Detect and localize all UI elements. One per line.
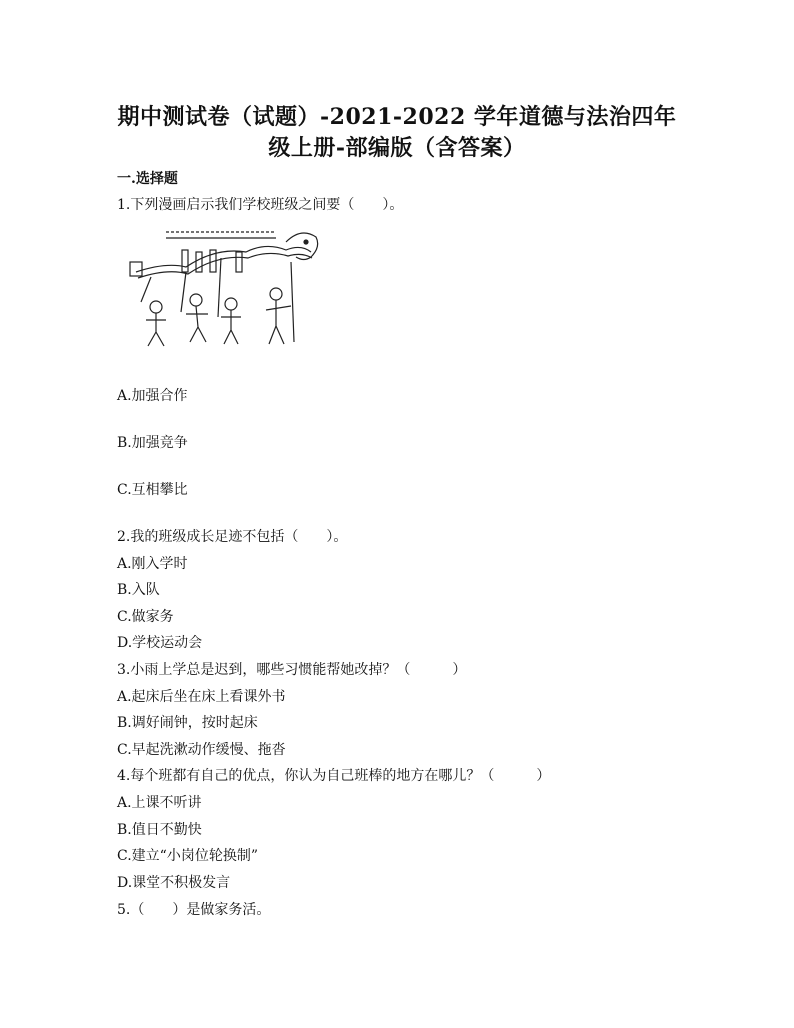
- question-2-option-c: C.做家务: [117, 609, 174, 625]
- question-4-option-b: B.值日不勤快: [117, 822, 202, 838]
- question-3-option-b: B.调好闹钟，按时起床: [117, 715, 258, 731]
- question-2-option-d: D.学校运动会: [117, 635, 203, 651]
- question-3-option-c: C.早起洗漱动作缓慢、拖沓: [117, 742, 286, 758]
- question-1-option-c: C.互相攀比: [117, 482, 188, 498]
- question-1-option-b: B.加强竞争: [117, 435, 188, 451]
- page-title-line-1: 期中测试卷（试题）-2021-2022 学年道德与法治四年: [117, 104, 677, 130]
- question-3-option-a: A.起床后坐在床上看课外书: [117, 689, 286, 705]
- question-4-option-d: D.课堂不积极发言: [117, 875, 231, 891]
- question-4-option-c: C.建立“小岗位轮换制”: [117, 848, 258, 864]
- question-1-stem: 1.下列漫画启示我们学校班级之间要（ ）。: [117, 197, 404, 213]
- page-title-line-2: 级上册-部编版（含答案）: [268, 135, 526, 161]
- question-2-stem: 2.我的班级成长足迹不包括（ ）。: [117, 529, 348, 545]
- question-3-stem: 3.小雨上学总是迟到，哪些习惯能帮她改掉？（ ）: [117, 662, 467, 678]
- question-2-option-a: A.刚入学时: [117, 556, 188, 572]
- question-4-option-a: A.上课不听讲: [117, 795, 202, 811]
- question-5-stem: 5.（ ）是做家务活。: [117, 902, 271, 918]
- question-2-option-b: B.入队: [117, 582, 160, 598]
- question-1-option-a: A.加强合作: [117, 388, 188, 404]
- section-heading: 一.选择题: [117, 171, 178, 187]
- dragon-dance-illustration: [126, 222, 322, 352]
- question-4-stem: 4.每个班都有自己的优点，你认为自己班棒的地方在哪儿？（ ）: [117, 768, 551, 784]
